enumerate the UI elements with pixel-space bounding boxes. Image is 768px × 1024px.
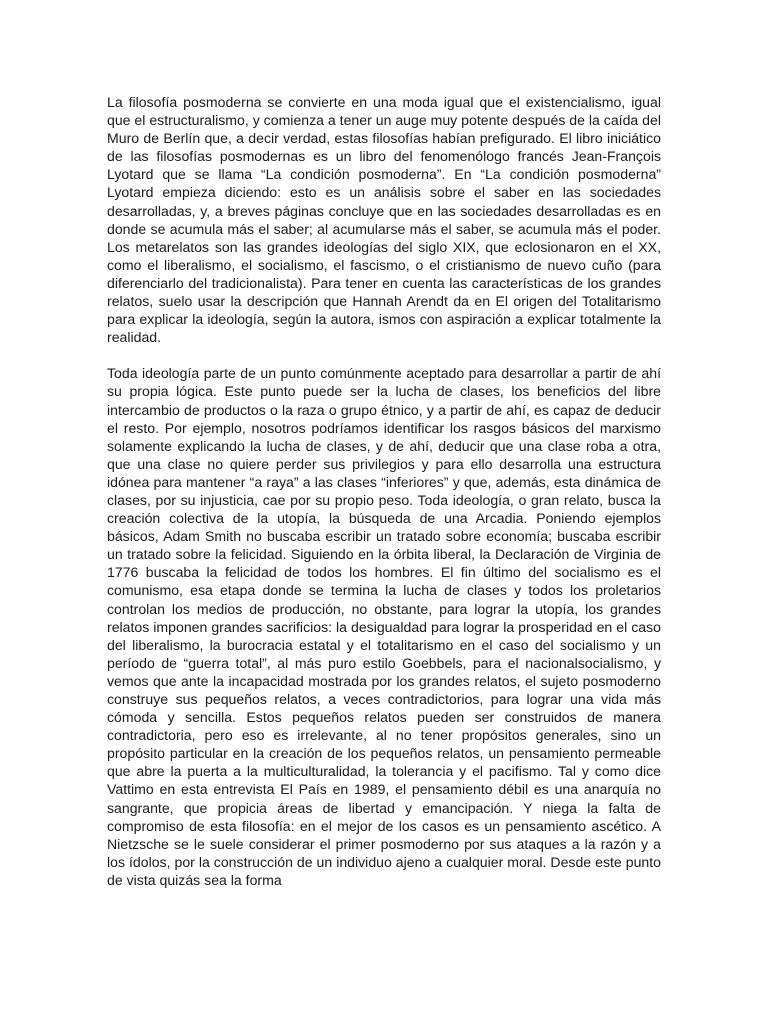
document-body bbox=[107, 93, 661, 889]
paragraph-2: Toda ideología parte de un punto comúnmente aceptado para desarrollar a partir de ahí su propia lógica. Este punto puede ser la lucha de clases, los beneficios del libre intercambio de productos o la raza o grupo étnico, y a partir de ahí, es capaz de deducir el resto. Por ejemplo, nosotros podríamos identificar los rasgos básicos del marxismo solamente explicando la lucha de clases, y de ahí, deducir que una clase roba a otra, que una clase no quiere perder sus privilegios y para ello desarrolla una estructura idónea para mantener “a raya” a las clases “inferiores” y que, además, esta dinámica de clases, por su injusticia, cae por su propio peso. Toda ideología, o gran relato, busca la creación colectiva de la utopía, la búsqueda de una Arcadia. Poniendo ejemplos básicos, Adam Smith no buscaba escribir un tratado sobre economía; buscaba escribir un tratado sobre la felicidad. Siguiendo en la órbita liberal, la Declaración de Virginia de 1776 buscaba la felicidad de todos los hombres. El fin último del socialismo es el comunismo, esa etapa donde se termina la lucha de clases y todos los proletarios controlan los medios de producción, no obstante, para lograr la utopía, los grandes relatos imponen grandes sacrificios: la desigualdad para lograr la prosperidad en el caso del liberalismo, la burocracia estatal y el totalitarismo en el caso del socialismo y un período de “guerra total”, al más puro estilo Goebbels, para el nacionalsocialismo, y vemos que ante la incapacidad mostrada por los grandes relatos, el sujeto posmoderno construye sus pequeños relatos, a veces contradictorios, para lograr una vida más cómoda y sencilla. Estos pequeños relatos pueden ser construidos de manera contradictoria, pero eso es irrelevante, al no tener propósitos generales, sino un propósito particular en la creación de los pequeños relatos, un pensamiento permeable que abre la puerta a la multiculturalidad, la tolerancia y el pacifismo. Tal y como dice Vattimo en esta entrevista El País en 1989, el pensamiento débil es una anarquía no sangrante, que propicia áreas de libertad y emancipación. Y niega la falta de compromiso de esta filosofía: en el mejor de los casos es un pensamiento ascético. A Nietzsche se le suele considerar el primer posmoderno por sus ataques a la razón y a los ídolos, por la construcción de un individuo ajeno a cualquier moral. Desde este punto de vista quizás sea la forma bbox=[107, 365, 661, 888]
paragraph-1: La filosofía posmoderna se convierte en una moda igual que el existencialismo, igual que el estructuralismo, y comienza a tener un auge muy potente después de la caída del Muro de Berlín que, a decir verdad, estas filosofías habían prefigurado. El libro iniciático de las filosofías posmodernas es un libro del fenomenólogo francés Jean-François Lyotard que se llama “La condición posmoderna”. En “La condición posmoderna” Lyotard empieza diciendo: esto es un análisis sobre el saber en las sociedades desarrolladas, y, a breves páginas concluye que en las sociedades desarrolladas es en donde se acumula más el saber; al acumularse más el saber, se acumula más el poder. Los metarelatos son las grandes ideologías del siglo XIX, que eclosionaron en el XX, como el liberalismo, el socialismo, el fascismo, o el cristianismo de nuevo cuño (para diferenciarlo del tradicionalista). Para tener en cuenta las características de los grandes relatos, suelo usar la descripción que Hannah Arendt da en El origen del Totalitarismo para explicar la ideología, según la autora, ismos con aspiración a explicar totalmente la realidad. bbox=[107, 94, 661, 346]
